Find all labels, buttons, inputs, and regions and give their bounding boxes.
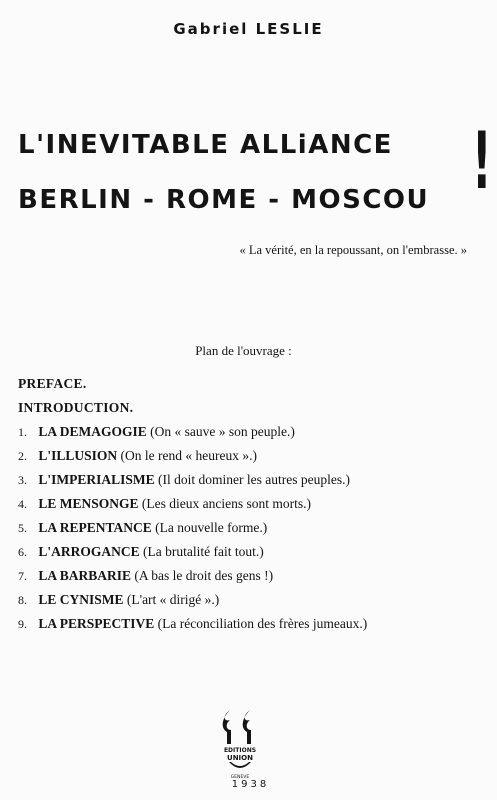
chapter-subtitle: (L'art « dirigé ».): [126, 592, 220, 607]
logo-cup-icon: [229, 762, 251, 768]
chapter-number: 7.: [18, 569, 27, 583]
chapter-number: 3.: [18, 473, 27, 487]
chapter-subtitle: (La brutalité fait tout.): [143, 544, 264, 559]
flame-right-icon: [243, 710, 251, 744]
chapter-item: [18, 588, 367, 612]
chapter-name: LA REPENTANCE: [38, 520, 152, 535]
chapter-name: LA DEMAGOGIE: [38, 424, 147, 439]
book-title: [18, 118, 429, 228]
chapter-subtitle: (On le rend « heureux ».): [120, 448, 257, 463]
chapter-item: [18, 492, 367, 516]
chapter-item: [18, 516, 367, 540]
chapter-name: LE CYNISME: [38, 592, 124, 607]
chapter-subtitle: (A bas le droit des gens !): [134, 568, 274, 583]
chapter-item: [18, 420, 367, 444]
front-matter-item: INTRODUCTION.: [18, 400, 134, 415]
chapter-name: LA PERSPECTIVE: [38, 616, 155, 631]
logo-line-union: UNION: [227, 754, 253, 762]
chapter-name: L'IMPERIALISME: [38, 472, 155, 487]
chapter-subtitle: (On « sauve » son peuple.): [150, 424, 295, 439]
plan-heading: Plan de l'ouvrage :: [195, 343, 292, 358]
flame-left-icon: [223, 710, 231, 744]
chapter-item: [18, 468, 367, 492]
publisher-logo: [216, 708, 264, 780]
chapter-name: L'ILLUSION: [38, 448, 118, 463]
epigraph: « La vérité, en la repoussant, on l'embrasse. »: [239, 243, 467, 257]
front-matter-item: PREFACE.: [18, 376, 87, 391]
logo-line-geneve: GENEVE: [230, 775, 250, 780]
chapter-number: 4.: [18, 497, 27, 511]
chapter-name: L'ARROGANCE: [38, 544, 140, 559]
chapter-item: [18, 612, 367, 636]
chapter-item: [18, 444, 367, 468]
logo-line-editions: EDITIONS: [223, 747, 257, 754]
author-name: Gabriel LESLIE: [173, 20, 324, 38]
chapter-number: 8.: [18, 593, 27, 607]
chapter-number: 6.: [18, 545, 27, 559]
chapter-number: 5.: [18, 521, 27, 535]
title-line-1: L'INEVITABLE ALLiANCE: [18, 130, 393, 160]
title-line-2: BERLIN - ROME - MOSCOU: [18, 185, 430, 215]
title-exclamation-mark: !: [472, 117, 492, 207]
chapter-subtitle: (La nouvelle forme.): [155, 520, 268, 535]
chapter-name: LA BARBARIE: [38, 568, 132, 583]
chapter-item: [18, 564, 367, 588]
publication-year: 1938: [231, 779, 270, 790]
table-of-contents: [18, 372, 367, 636]
chapter-subtitle: (La réconciliation des frères jumeaux.): [157, 616, 368, 631]
chapter-subtitle: (Il doit dominer les autres peuples.): [158, 472, 350, 487]
chapter-number: 2.: [18, 449, 27, 463]
chapter-subtitle: (Les dieux anciens sont morts.): [141, 496, 311, 511]
chapter-item: [18, 540, 367, 564]
chapter-number: 9.: [18, 617, 27, 631]
chapter-name: LE MENSONGE: [38, 496, 139, 511]
chapter-number: 1.: [18, 425, 27, 439]
